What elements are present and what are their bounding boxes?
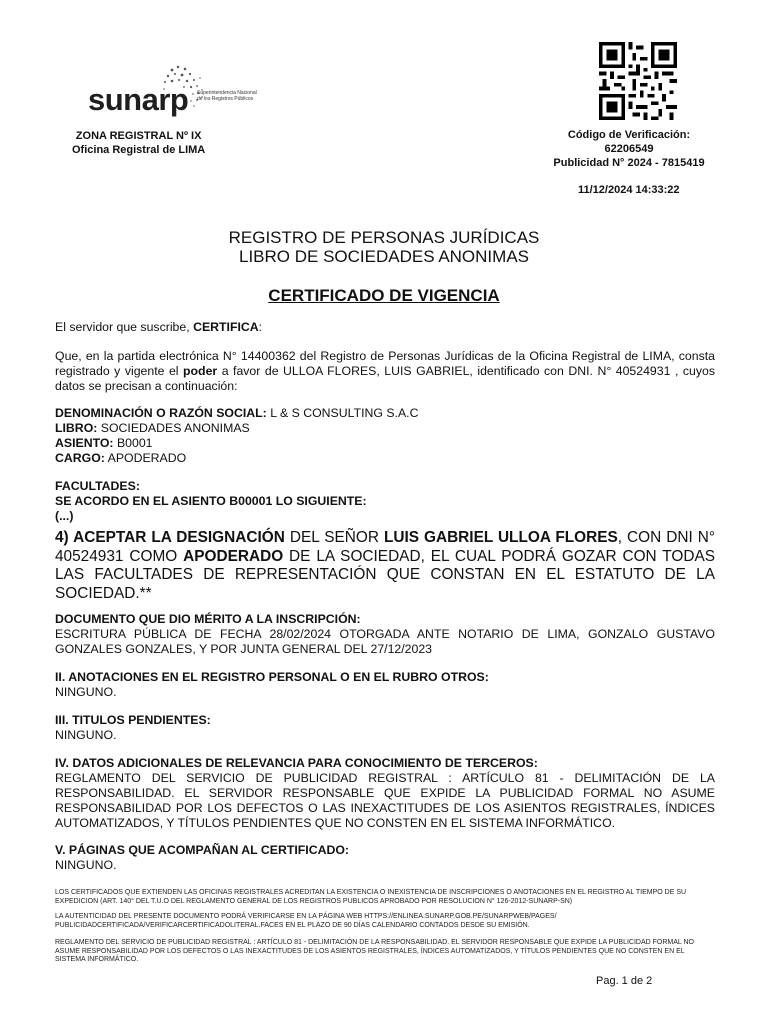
- logo-wordmark: sunarp: [88, 82, 189, 117]
- paginas-label: V. PÁGINAS QUE ACOMPAÑAN AL CERTIFICADO:: [55, 843, 350, 857]
- libro-row: [55, 421, 715, 436]
- certificate-title-text: CERTIFICADO DE VIGENCIA: [268, 286, 500, 305]
- documento-block: [55, 612, 715, 657]
- footer-note-2: LA AUTENTICIDAD DEL PRESENTE DOCUMENTO PODRÁ VERIFICARSE EN LA PÁGINA WEB HTTPS://ENLINEA.SUNARP.GOB.PE/SUNARPWEB/PAGES/ PUBLICIDADCERTIFICADA/VERIFICARCERTIFICADOLITERAL.FACES EN EL PLAZO DE 90 DÍAS CALENDARIO CONTADOS DESDE SU EMISIÓN.: [55, 913, 557, 929]
- libro-label: LIBRO:: [55, 421, 98, 435]
- codigo-label: Código de Verificación:: [567, 129, 691, 141]
- datos-adicionales-block: [55, 756, 715, 831]
- asiento-value: B0001: [113, 436, 153, 450]
- libro-value: SOCIEDADES ANONIMAS: [97, 421, 250, 435]
- oficina-label: Oficina Registral de LIMA: [72, 144, 206, 156]
- facultades-acordo: SE ACORDO EN EL ASIENTO B00001 LO SIGUIENTE:: [55, 494, 367, 508]
- page-number: Pag. 1 de 2: [596, 975, 653, 987]
- facultades-label: FACULTADES:: [55, 479, 140, 493]
- asiento-label: ASIENTO:: [55, 436, 114, 450]
- datos-block: [55, 406, 715, 466]
- zona-label: ZONA REGISTRAL Nº IX: [75, 130, 202, 142]
- documento-label: DOCUMENTO QUE DIO MÉRITO A LA INSCRIPCIÓN:: [55, 612, 361, 626]
- denominacion-label: DENOMINACIÓN O RAZÓN SOCIAL:: [55, 406, 267, 420]
- intro-p2-poder: poder: [183, 364, 218, 378]
- anotaciones-block: [55, 670, 715, 700]
- footer-note-1: LOS CERTIFICADOS QUE EXTIENDEN LAS OFICINAS REGISTRALES ACREDITAN LA EXISTENCIA O INEXISTENCIA DE INSCRIPCIONES O ANOTACIONES EN EL REGISTRO AL TIEMPO DE SU EXPEDICION (ART. 140° DEL T.U.O DEL REGLAMENTO GENERAL DE LOS REGISTROS PUBLICOS APROBADO POR RESOLUCION N° 126-2012-SUNARP-SN): [55, 889, 687, 905]
- intro-colon: :: [258, 320, 263, 334]
- cargo-value: APODERADO: [104, 451, 187, 465]
- titulos-label: III. TITULOS PENDIENTES:: [55, 713, 211, 727]
- logo-subtitle: Superintendencia Nacional de los Registros Públicos: [197, 90, 257, 102]
- fac-s3: LUIS GABRIEL ULLOA FLORES: [383, 529, 618, 546]
- paginas-value: NINGUNO.: [55, 858, 117, 872]
- intro-p2-a: Que, en la partida electrónica N° 14400362 del Registro de Personas Jurídicas de la Oficina Registral de LIMA, consta registrado y vigente el: [55, 349, 715, 378]
- footer-note-3: REGLAMENTO DEL SERVICIO DE PUBLICIDAD REGISTRAL : ARTÍCULO 81 - DELIMITACIÓN DE LA RESPONSABILIDAD. EL SERVIDOR RESPONSABLE QUE EXPIDE LA PUBLICIDAD FORMAL NO ASUME RESPONSABILIDAD POR LOS DEFECTOS O LAS INEXACTITUDES DE LOS ASIENTOS REGISTRALES, ÍNDICES AUTOMATIZADOS, Y TÍTULOS PENDIENTES QUE NO CONSTEN EN EL SISTEMA INFORMÁTICO.: [55, 939, 694, 964]
- intro-certifica-bold: CERTIFICA: [193, 320, 259, 334]
- certificate-title: [0, 286, 768, 306]
- zona-registral: [72, 129, 205, 157]
- fac-s2: DEL SEÑOR: [284, 529, 384, 546]
- titulos-block: [55, 713, 715, 743]
- registry-title: [0, 228, 768, 266]
- denominacion-value: L & S CONSULTING S.A.C: [266, 406, 419, 420]
- paginas-block: [55, 843, 715, 873]
- asiento-row: [55, 436, 715, 451]
- qr-code-icon: [596, 42, 680, 120]
- codigo-value: 62206549: [604, 143, 654, 155]
- intro-paragraph: [55, 349, 715, 394]
- intro-certifica: [55, 320, 715, 335]
- publicidad-number: Publicidad N° 2024 - 7815419: [553, 157, 705, 169]
- anotaciones-value: NINGUNO.: [55, 685, 117, 699]
- fac-s6: DE LA SOCIEDAD, EL CUAL PODRÁ GOZAR CON TODAS LAS FACULTADES DE REPRESENTACIÓN QUE CONSTAN EN EL ESTATUTO DE LA SOCIEDAD.**: [55, 547, 716, 602]
- intro-text: El servidor que suscribe,: [55, 320, 194, 334]
- cargo-row: [55, 451, 715, 466]
- facultades-text: [55, 529, 715, 603]
- registry-title-line2: LIBRO DE SOCIEDADES ANONIMAS: [238, 247, 529, 266]
- anotaciones-label: II. ANOTACIONES EN EL REGISTRO PERSONAL O EN EL RUBRO OTROS:: [55, 670, 489, 684]
- fac-s5: APODERADO: [183, 547, 284, 565]
- denominacion-row: [55, 406, 715, 421]
- fac-s4: , CON DNI N° 40524931 COMO: [55, 529, 716, 565]
- fac-s1: 4) ACEPTAR LA DESIGNACIÓN: [55, 529, 285, 546]
- datos-adicionales-value: REGLAMENTO DEL SERVICIO DE PUBLICIDAD REGISTRAL : ARTÍCULO 81 - DELIMITACIÓN DE LA RESPONSABILIDAD. EL SERVIDOR RESPONSABLE QUE EXPIDE LA PUBLICIDAD FORMAL NO ASUME RESPONSABILIDAD POR LOS DEFECTOS O LAS INEXACTITUDES DE LOS ASIENTOS REGISTRALES, ÍNDICES AUTOMATIZADOS, Y TÍTULOS PENDIENTES QUE NO CONSTEN EN EL SISTEMA INFORMÁTICO.: [55, 771, 715, 830]
- issue-datetime: 11/12/2024 14:33:22: [578, 184, 680, 196]
- sunarp-logo: [82, 62, 257, 126]
- intro-p2-b: a favor de ULLOA FLORES, LUIS GABRIEL, identificado con DNI. N° 40524931 , cuyos datos se precisan a continuación:: [55, 364, 715, 393]
- cargo-label: CARGO:: [55, 451, 105, 465]
- registry-title-line1: REGISTRO DE PERSONAS JURÍDICAS: [228, 228, 540, 247]
- facultades-block: [55, 479, 715, 524]
- verification-block: [540, 128, 718, 170]
- documento-value: ESCRITURA PÚBLICA DE FECHA 28/02/2024 OTORGADA ANTE NOTARIO DE LIMA, GONZALO GUSTAVO GONZALES GONZALES, Y POR JUNTA GENERAL DEL 27/12/2023: [55, 627, 715, 656]
- facultades-ellipsis: (...): [55, 509, 74, 523]
- titulos-value: NINGUNO.: [55, 728, 117, 742]
- datos-adicionales-label: IV. DATOS ADICIONALES DE RELEVANCIA PARA CONOCIMIENTO DE TERCEROS:: [55, 756, 538, 770]
